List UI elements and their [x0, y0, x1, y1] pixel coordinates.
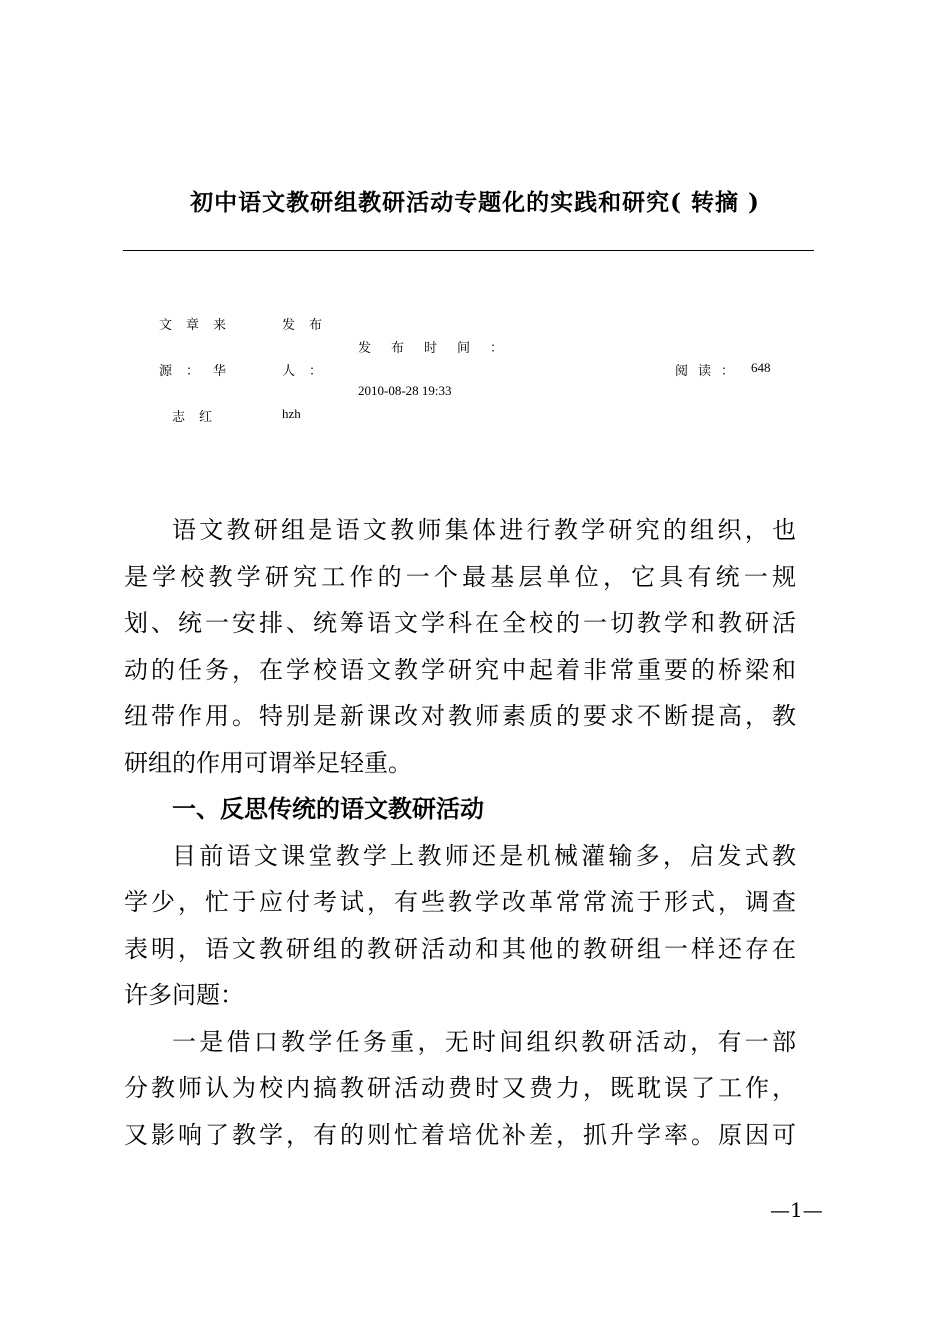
paragraph-intro — [124, 507, 796, 786]
paragraph-line: 分教师认为校内搞教研活动费时又费力，既耽误了工作， — [124, 1074, 796, 1102]
time-value: 2010-08-28 19:33 — [358, 383, 452, 398]
title-divider — [123, 250, 814, 251]
paragraph-line: 许多问题： — [124, 981, 244, 1009]
paragraph-line: 一是借口教学任务重，无时间组织教研活动，有一部 — [172, 1027, 796, 1056]
source-label-line1: 文章来 — [159, 318, 241, 333]
author-label-line1: 发布 — [282, 318, 337, 333]
paragraph-line: 研组的作用可谓举足轻重。 — [124, 748, 412, 777]
paragraph-line: 是学校教学研究工作的一个最基层单位，它具有统一规 — [124, 562, 796, 591]
author-label-line2: 人： — [282, 364, 337, 379]
article-body — [124, 507, 796, 1158]
read-count: 648 — [751, 360, 771, 375]
document-title: 初中语文教研组教研活动专题化的实践和研究( 转摘 ) — [190, 189, 760, 216]
source-label-line2: 源：华 — [159, 364, 241, 379]
paragraph-line: 动的任务，在学校语文教学研究中起着非常重要的桥梁和 — [124, 655, 796, 684]
source-value: 志红 — [172, 410, 227, 425]
paragraph-line: 语文教研组是语文教师集体进行教学研究的组织，也 — [172, 516, 796, 544]
paragraph-problem-one — [124, 1019, 796, 1159]
paragraph-line: 纽带作用。特别是新课改对教师素质的要求不断提高，教 — [124, 702, 796, 730]
paragraph-current-state — [124, 833, 796, 1019]
paragraph-line: 表明，语文教研组的教研活动和其他的教研组一样还存在 — [124, 934, 796, 963]
read-label: 阅读： — [675, 364, 745, 379]
section-heading: 一、反思传统的语文教研活动 — [172, 794, 484, 823]
paragraph-line: 学少，忙于应付考试，有些教学改革常常流于形式，调查 — [124, 888, 796, 916]
paragraph-line: 又影响了教学，有的则忙着培优补差，抓升学率。原因可 — [124, 1120, 796, 1149]
time-label: 发布时间： — [358, 341, 524, 356]
page-number: —1— — [770, 1198, 823, 1222]
paragraph-line: 划、统一安排、统筹语文学科在全校的一切教学和教研活 — [124, 609, 796, 637]
paragraph-line: 目前语文课堂教学上教师还是机械灌输多，启发式教 — [172, 841, 796, 870]
author-value: hzh — [282, 406, 301, 421]
